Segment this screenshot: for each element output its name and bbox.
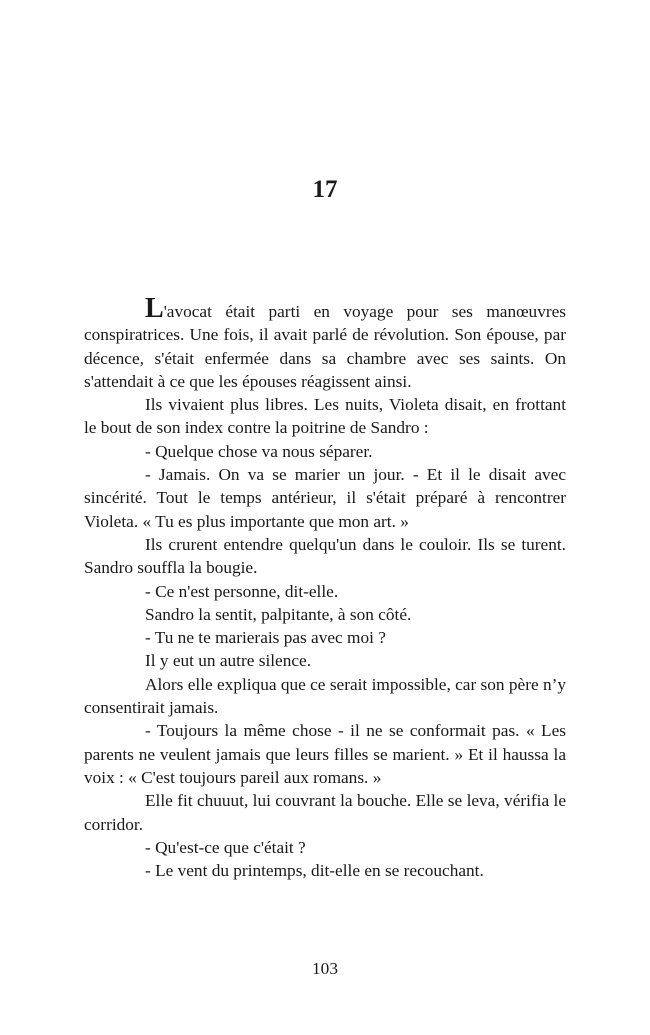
opening-paragraph — [84, 293, 566, 393]
paragraph: Elle fit chuuut, lui couvrant la bouche. Elle se leva, vérifia le corridor. — [84, 791, 566, 834]
chapter-text — [84, 293, 566, 882]
dialogue-line: - Qu'est-ce que c'était ? — [145, 837, 306, 857]
paragraph: Ils crurent entendre quelqu'un dans le couloir. Ils se turent. Sandro souffla la bougie. — [84, 534, 566, 578]
chapter-number: 17 — [312, 176, 338, 203]
dialogue-line: - Jamais. On va se marier un jour. - Et il le disait avec sincérité. Tout le temps antérieur, il s'était préparé à rencontrer Violeta. « Tu es plus importante que mon art. » — [84, 465, 566, 531]
dialogue-line: - Ce n'est personne, dit-elle. — [145, 581, 339, 601]
paragraph: Ils vivaient plus libres. Les nuits, Violeta disait, en frottant le bout de son index contre la poitrine de Sandro : — [84, 395, 566, 438]
dialogue-line: - Toujours la même chose - il ne se conformait pas. « Les parents ne veulent jamais que leurs filles se marient. » Et il haussa la voix : « C'est toujours pareil aux romans. » — [84, 721, 566, 787]
opening-text: 'avocat était parti en voyage pour ses manœuvres conspiratrices. Une fois, il avait parlé de révolution. Son épouse, par décence, s'était enfermée dans sa chambre avec ses saints. On s'attendait à ce que les épouses réagissent ainsi. — [84, 302, 566, 391]
paragraph: Sandro la sentit, palpitante, à son côté. — [145, 604, 412, 624]
drop-cap: L — [145, 293, 164, 324]
dialogue-line: - Tu ne te marierais pas avec moi ? — [145, 628, 386, 648]
dialogue-line: - Quelque chose va nous séparer. — [145, 441, 373, 461]
paragraph: Il y eut un autre silence. — [145, 651, 312, 671]
paragraph: Alors elle expliqua que ce serait impossible, car son père n’y consentirait jamais. — [84, 674, 566, 718]
dialogue-line: - Le vent du printemps, dit-elle en se recouchant. — [145, 861, 484, 881]
page-number: 103 — [312, 959, 338, 978]
